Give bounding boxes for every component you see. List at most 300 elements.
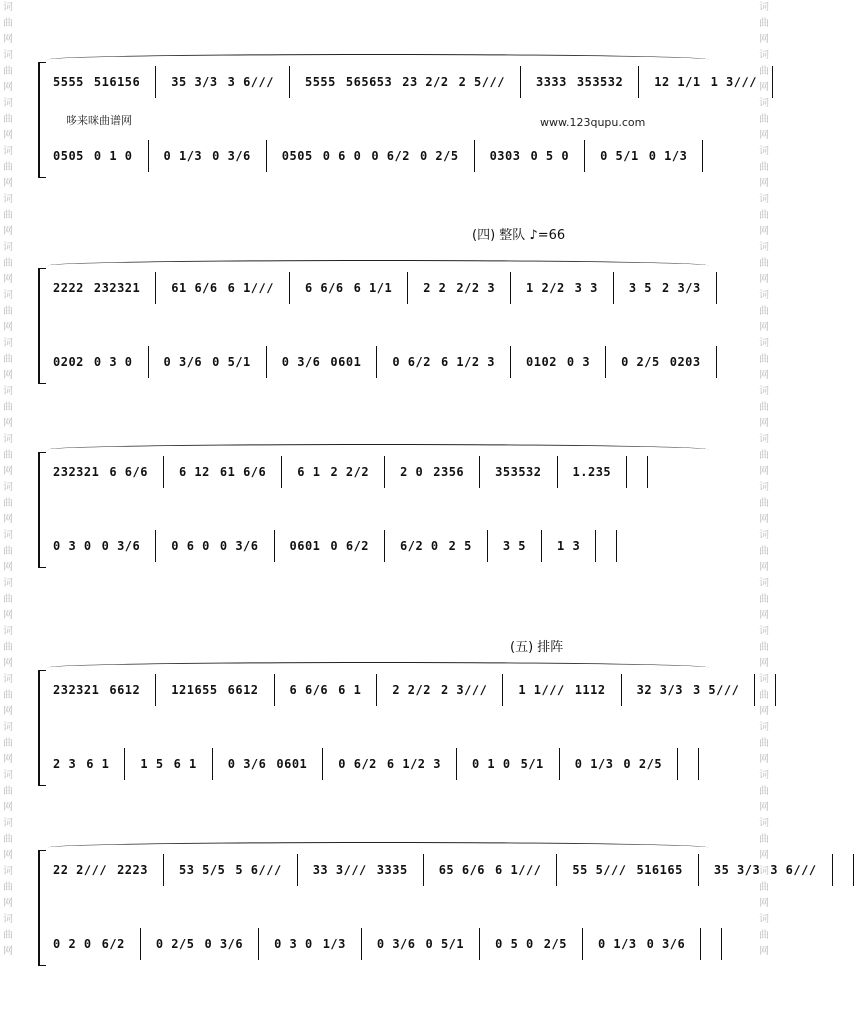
lower-staff-line	[48, 342, 727, 382]
margin-glyph: 词	[3, 194, 13, 205]
bar-line	[510, 346, 511, 378]
notation-group: 3 3	[574, 281, 598, 295]
notation-group: 1112	[574, 683, 606, 697]
margin-glyph: 网	[759, 466, 769, 477]
bar-line	[322, 748, 323, 780]
margin-glyph: 网	[3, 514, 13, 525]
margin-glyph: 网	[759, 226, 769, 237]
margin-glyph: 网	[759, 850, 769, 861]
margin-glyph: 词	[759, 722, 769, 733]
upper-staff-line	[48, 62, 783, 102]
margin-glyph: 网	[3, 562, 13, 573]
margin-glyph: 词	[3, 434, 13, 445]
end-bar-line	[702, 140, 703, 172]
notation-group: 23 2/2	[402, 75, 449, 89]
bar-line	[376, 674, 377, 706]
margin-glyph: 网	[759, 802, 769, 813]
notation-group: 516156	[93, 75, 141, 89]
notation-group: 0 2/5	[155, 937, 195, 951]
margin-glyph: 曲	[3, 18, 13, 29]
bar-line	[487, 530, 488, 562]
bar-line	[274, 530, 275, 562]
margin-glyph: 词	[759, 482, 769, 493]
notation-group: 0 3/6	[646, 937, 686, 951]
notation-group: 6 1∕∕∕	[227, 281, 274, 295]
bar-line	[266, 346, 267, 378]
margin-glyph: 曲	[3, 450, 13, 461]
margin-glyph: 曲	[3, 258, 13, 269]
notation-group: 5555	[53, 75, 84, 89]
notation-group: 0 3/6	[204, 937, 244, 951]
margin-glyph: 词	[759, 98, 769, 109]
lower-staff-line	[48, 924, 732, 964]
notation-group: 0 3/6	[227, 757, 267, 771]
bar-line	[163, 456, 164, 488]
notation-group: 0505	[53, 149, 84, 163]
notation-group: 353532	[495, 465, 542, 479]
bar-line	[155, 272, 156, 304]
notation-group: 1 2/2	[526, 281, 565, 295]
margin-glyph: 曲	[759, 546, 769, 557]
bar-line	[479, 456, 480, 488]
margin-glyph: 曲	[759, 594, 769, 605]
bar-line	[474, 140, 475, 172]
notation-group: 0 1/3	[574, 757, 614, 771]
margin-glyph: 词	[3, 242, 13, 253]
bar-line	[361, 928, 362, 960]
notation-group: 3 6∕∕∕	[227, 75, 274, 89]
margin-glyph: 曲	[759, 930, 769, 941]
notation-group: 1/3	[322, 937, 346, 951]
notation-group: 232321	[53, 683, 100, 697]
notation-group: 0 3 0	[274, 937, 313, 951]
notation-group: 6 6/6	[289, 683, 329, 697]
notation-group: 0 5/1	[425, 937, 465, 951]
margin-glyph: 词	[759, 674, 769, 685]
notation-group: 6 1	[86, 757, 110, 771]
margin-glyph: 词	[759, 530, 769, 541]
margin-glyph: 网	[759, 706, 769, 717]
margin-glyph: 词	[759, 50, 769, 61]
margin-glyph: 曲	[3, 834, 13, 845]
bar-line	[281, 456, 282, 488]
margin-glyph: 曲	[759, 354, 769, 365]
end-bar-line	[647, 456, 648, 488]
bar-line	[212, 748, 213, 780]
notation-group: 0 6/2	[330, 539, 370, 553]
notation-group: 6 1/2 3	[440, 355, 496, 369]
margin-glyph: 网	[3, 34, 13, 45]
margin-glyph: 网	[3, 754, 13, 765]
bar-line	[163, 854, 164, 886]
margin-glyph: 曲	[759, 834, 769, 845]
bar-line	[266, 140, 267, 172]
margin-glyph: 词	[3, 770, 13, 781]
notation-group: 2 5	[448, 539, 472, 553]
bar-line	[289, 272, 290, 304]
margin-glyph: 词	[3, 146, 13, 157]
notation-group: 232321	[53, 465, 100, 479]
notation-group: 0 3 0	[93, 355, 133, 369]
bar-line	[274, 674, 275, 706]
end-bar-line	[616, 530, 617, 562]
notation-group: 0 5 0	[495, 937, 534, 951]
notation-group: 2 2	[423, 281, 447, 295]
margin-glyph: 词	[759, 146, 769, 157]
margin-glyph: 词	[3, 818, 13, 829]
notation-group: 2 3∕∕∕	[440, 683, 488, 697]
notation-group: 0 3/6	[219, 539, 259, 553]
notation-group: 2222	[53, 281, 84, 295]
bar-line	[155, 530, 156, 562]
notation-group: 3335	[376, 863, 408, 877]
margin-glyph: 曲	[759, 690, 769, 701]
margin-glyph: 网	[3, 658, 13, 669]
margin-glyph: 曲	[759, 498, 769, 509]
notation-group: 0 6/2	[392, 355, 431, 369]
margin-glyph: 曲	[3, 306, 13, 317]
margin-glyph: 词	[3, 866, 13, 877]
margin-glyph: 词	[759, 914, 769, 925]
margin-glyph: 词	[3, 578, 13, 589]
notation-group: 0 1 0	[93, 149, 133, 163]
notation-group: 2/5	[543, 937, 567, 951]
notation-group: 0601	[330, 355, 362, 369]
margin-glyph: 曲	[759, 882, 769, 893]
margin-glyph: 网	[3, 178, 13, 189]
margin-glyph: 曲	[759, 210, 769, 221]
margin-glyph: 曲	[3, 786, 13, 797]
notation-group: 0 1/3	[648, 149, 688, 163]
notation-group: 2 2/2	[330, 465, 370, 479]
margin-glyph: 网	[3, 226, 13, 237]
notation-group: 0601	[289, 539, 321, 553]
notation-group: 0 6/2	[371, 149, 410, 163]
margin-glyph: 词	[3, 482, 13, 493]
margin-glyph: 网	[759, 610, 769, 621]
margin-glyph: 网	[3, 82, 13, 93]
margin-glyph: 词	[759, 578, 769, 589]
bar-line	[556, 854, 557, 886]
margin-glyph: 曲	[759, 642, 769, 653]
notation-group: 53 5/5	[178, 863, 226, 877]
upper-staff-line	[48, 670, 786, 710]
margin-glyph: 词	[3, 290, 13, 301]
system-brace	[38, 850, 46, 966]
notation-group: 0203	[669, 355, 701, 369]
margin-glyph: 网	[3, 610, 13, 621]
notation-group: 3 5	[628, 281, 653, 295]
notation-group: 3 6∕∕∕	[770, 863, 817, 877]
margin-glyph: 曲	[3, 642, 13, 653]
bar-line	[613, 272, 614, 304]
bar-line	[258, 928, 259, 960]
margin-glyph: 词	[759, 2, 769, 13]
bar-line	[638, 66, 639, 98]
upper-staff-line	[48, 452, 658, 492]
bar-line	[502, 674, 503, 706]
notation-group: 65 6/6	[438, 863, 486, 877]
end-bar-line	[775, 674, 776, 706]
notation-group: 2 3/3	[662, 281, 701, 295]
end-bar-line	[716, 346, 717, 378]
lower-staff-line	[48, 744, 709, 784]
margin-glyph: 词	[3, 914, 13, 925]
notation-group: 0 5/1	[212, 355, 251, 369]
notation-group: 0 3/6	[212, 149, 251, 163]
notation-group: 6 12	[178, 465, 210, 479]
score-system	[0, 670, 772, 792]
margin-glyph: 曲	[3, 498, 13, 509]
notation-group: 6612	[227, 683, 259, 697]
margin-glyph: 词	[759, 866, 769, 877]
notation-group: 0 5/1	[600, 149, 639, 163]
notation-group: 6 1/1	[353, 281, 393, 295]
notation-group: 2/2 3	[456, 281, 496, 295]
notation-group: 0 3/6	[281, 355, 321, 369]
notation-group: 5555	[304, 75, 336, 89]
score-system	[0, 268, 772, 390]
notation-group: 353532	[576, 75, 624, 89]
notation-group: 35 3/3	[171, 75, 218, 89]
notation-group: 0303	[489, 149, 521, 163]
margin-glyph: 词	[759, 194, 769, 205]
notation-group: 12 1/1	[654, 75, 701, 89]
bar-line	[557, 456, 558, 488]
system-brace	[38, 452, 46, 568]
end-bar-line	[772, 66, 773, 98]
margin-glyph: 网	[759, 562, 769, 573]
notation-group: 0 6/2	[338, 757, 377, 771]
bar-line	[297, 854, 298, 886]
margin-glyph: 网	[759, 322, 769, 333]
margin-glyph: 曲	[759, 114, 769, 125]
notation-group: 5/1	[520, 757, 544, 771]
margin-glyph: 曲	[759, 18, 769, 29]
notation-group: 565653	[345, 75, 393, 89]
margin-glyph: 词	[3, 386, 13, 397]
bar-line	[541, 530, 542, 562]
notation-group: 6 1/2 3	[386, 757, 441, 771]
notation-group: 6 6/6	[304, 281, 344, 295]
margin-glyph: 词	[759, 290, 769, 301]
score-system	[0, 452, 772, 574]
margin-glyph: 词	[759, 386, 769, 397]
margin-glyph: 网	[3, 802, 13, 813]
section-five-title: (五) 排阵	[510, 640, 564, 655]
bar-line	[384, 530, 385, 562]
margin-glyph: 曲	[759, 450, 769, 461]
margin-glyph: 词	[3, 530, 13, 541]
notation-group: 516165	[636, 863, 683, 877]
notation-group: 1 3	[557, 539, 581, 553]
margin-glyph: 曲	[759, 738, 769, 749]
margin-glyph: 曲	[759, 402, 769, 413]
notation-group: 0 1 0	[471, 757, 511, 771]
notation-group: 6 1	[173, 757, 197, 771]
notation-group: 0 1/3	[597, 937, 637, 951]
bar-line	[456, 748, 457, 780]
end-bar-line	[853, 854, 854, 886]
margin-glyph: 网	[3, 466, 13, 477]
margin-glyph: 词	[759, 818, 769, 829]
margin-glyph: 曲	[759, 258, 769, 269]
notation-group: 32 3/3	[636, 683, 683, 697]
margin-glyph: 网	[3, 706, 13, 717]
notation-group: 1 5	[140, 757, 164, 771]
notation-group: 0 5 0	[530, 149, 570, 163]
margin-glyph: 曲	[3, 930, 13, 941]
margin-glyph: 网	[759, 418, 769, 429]
margin-glyph: 词	[759, 434, 769, 445]
notation-group: 2 5∕∕∕	[458, 75, 505, 89]
notation-group: 6612	[109, 683, 141, 697]
notation-group: 55 5∕∕∕	[572, 863, 627, 877]
lower-staff-line	[48, 136, 713, 176]
margin-glyph: 网	[759, 754, 769, 765]
notation-group: 1.235	[572, 465, 612, 479]
notation-group: 121655	[171, 683, 218, 697]
notation-group: 0601	[276, 757, 308, 771]
bar-line	[148, 346, 149, 378]
end-bar-line	[716, 272, 717, 304]
bar-line	[384, 456, 385, 488]
bar-line	[155, 674, 156, 706]
bar-line	[626, 456, 627, 488]
notation-group: 6 1	[338, 683, 362, 697]
notation-group: 0 3/6	[163, 355, 203, 369]
upper-staff-line	[48, 268, 727, 308]
bar-line	[677, 748, 678, 780]
notation-group: 6/2	[101, 937, 125, 951]
margin-glyph: 曲	[3, 738, 13, 749]
notation-group: 0 2/5	[621, 355, 660, 369]
margin-glyph: 曲	[759, 786, 769, 797]
margin-glyph: 曲	[3, 690, 13, 701]
margin-glyph: 曲	[3, 210, 13, 221]
notation-group: 0 3/6	[376, 937, 416, 951]
margin-glyph: 曲	[3, 162, 13, 173]
notation-group: 61 6/6	[171, 281, 218, 295]
bar-line	[289, 66, 290, 98]
margin-glyph: 曲	[3, 66, 13, 77]
margin-glyph: 曲	[759, 306, 769, 317]
margin-glyph: 网	[3, 274, 13, 285]
bar-line	[376, 346, 377, 378]
margin-glyph: 网	[759, 34, 769, 45]
margin-glyph: 网	[759, 946, 769, 957]
margin-glyph: 词	[759, 242, 769, 253]
bar-line	[605, 346, 606, 378]
margin-glyph: 词	[3, 338, 13, 349]
notation-group: 2 0	[400, 465, 424, 479]
notation-group: 0 3	[566, 355, 591, 369]
watermark-left: 哆来咪曲谱网	[66, 114, 132, 127]
bar-line	[559, 748, 560, 780]
bar-line	[582, 928, 583, 960]
notation-group: 0 6 0	[171, 539, 210, 553]
notation-group: 35 3/3	[713, 863, 761, 877]
bar-line	[124, 748, 125, 780]
margin-glyph: 词	[3, 722, 13, 733]
notation-group: 61 6/6	[219, 465, 267, 479]
bar-line	[584, 140, 585, 172]
notation-group: 3 5	[502, 539, 527, 553]
bar-line	[595, 530, 596, 562]
notation-group: 6 6/6	[109, 465, 148, 479]
system-brace	[38, 268, 46, 384]
bar-line	[621, 674, 622, 706]
margin-glyph: 网	[759, 130, 769, 141]
margin-glyph: 曲	[759, 66, 769, 77]
margin-glyph: 词	[759, 338, 769, 349]
notation-group: 22 2∕∕∕	[53, 863, 108, 877]
bar-line	[155, 66, 156, 98]
bar-line	[423, 854, 424, 886]
margin-glyph: 网	[3, 322, 13, 333]
margin-glyph: 词	[3, 674, 13, 685]
end-bar-line	[698, 748, 699, 780]
section-four-title: (四) 整队 ♪=66	[472, 228, 566, 243]
margin-glyph: 曲	[3, 354, 13, 365]
margin-glyph: 词	[3, 2, 13, 13]
notation-group: 0202	[53, 355, 84, 369]
notation-group: 0 2 0	[53, 937, 92, 951]
upper-staff-line	[48, 850, 864, 890]
bar-line	[698, 854, 699, 886]
notation-group: 3333	[535, 75, 567, 89]
margin-glyph: 网	[3, 418, 13, 429]
notation-group: 2 2/2	[392, 683, 431, 697]
margin-glyph: 曲	[3, 114, 13, 125]
margin-glyph: 网	[759, 658, 769, 669]
bar-line	[140, 928, 141, 960]
notation-group: 2356	[433, 465, 465, 479]
notation-group: 6 1	[297, 465, 321, 479]
notation-group: 2223	[117, 863, 148, 877]
margin-glyph: 词	[3, 98, 13, 109]
watermark-right: www.123qupu.com	[540, 116, 646, 129]
notation-group: 1 3∕∕∕	[710, 75, 757, 89]
bar-line	[148, 140, 149, 172]
notation-group: 5 6∕∕∕	[235, 863, 282, 877]
notation-group: 33 3∕∕∕	[312, 863, 367, 877]
bar-line	[479, 928, 480, 960]
margin-glyph: 网	[759, 82, 769, 93]
margin-glyph: 词	[3, 626, 13, 637]
margin-glyph: 网	[759, 274, 769, 285]
score-system	[0, 850, 817, 972]
system-brace	[38, 62, 46, 178]
margin-glyph: 词	[3, 50, 13, 61]
margin-glyph: 网	[3, 898, 13, 909]
bar-line	[520, 66, 521, 98]
notation-group: 0 1/3	[163, 149, 203, 163]
notation-group: 2 3	[53, 757, 77, 771]
margin-glyph: 网	[759, 370, 769, 381]
notation-group: 0505	[281, 149, 313, 163]
margin-glyph: 曲	[3, 594, 13, 605]
notation-group: 3 5∕∕∕	[692, 683, 740, 697]
notation-group: 0102	[526, 355, 557, 369]
margin-glyph: 网	[3, 130, 13, 141]
margin-glyph: 曲	[759, 162, 769, 173]
notation-group: 0 3 0	[53, 539, 92, 553]
notation-group: 6/2 0	[400, 539, 439, 553]
notation-group: 232321	[93, 281, 141, 295]
notation-group: 0 2/5	[623, 757, 663, 771]
margin-glyph: 网	[759, 898, 769, 909]
